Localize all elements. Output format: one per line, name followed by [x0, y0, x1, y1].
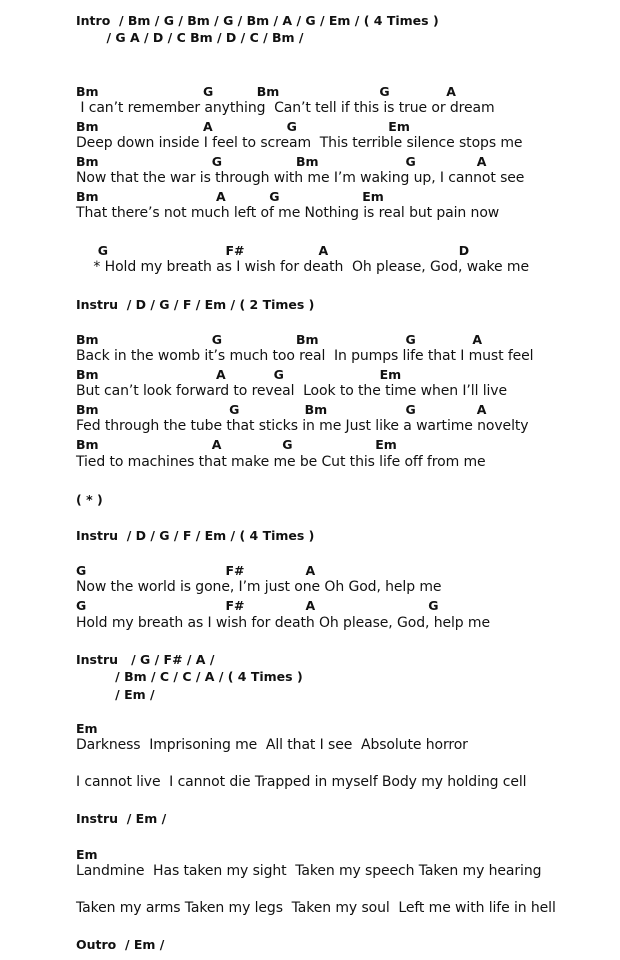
lyric-line: I cannot live I cannot die Trapped in myself Body my holding cell	[76, 774, 527, 790]
lyric-line: I can’t remember anything Can’t tell if this is true or dream	[76, 100, 495, 116]
lyric-line: Now that the war is through with me I’m waking up, I cannot see	[76, 170, 525, 186]
instru-line: Instru / D / G / F / Em / ( 2 Times )	[76, 297, 315, 312]
chord-line: Em	[76, 721, 98, 736]
intro-line-2: / G A / D / C Bm / D / C / Bm /	[76, 30, 304, 45]
chord-line: Bm A G Em	[76, 367, 402, 382]
chorus-lyric-line: * Hold my breath as I wish for death Oh please, God, wake me	[76, 259, 529, 275]
chord-line: Bm G Bm G A	[76, 402, 487, 417]
lyric-line: But can’t look forward to reveal Look to the time when I’ll live	[76, 383, 507, 399]
chord-line: Bm G Bm G A	[76, 332, 483, 347]
intro-line: Intro / Bm / G / Bm / G / Bm / A / G / Em / ( 4 Times )	[76, 13, 439, 28]
lyric-line: Tied to machines that make me be Cut this life off from me	[76, 454, 486, 470]
chord-line: G F# A G	[76, 598, 439, 613]
instru-line-2: / Bm / C / C / A / ( 4 Times )	[76, 669, 303, 684]
lyric-line: Hold my breath as I wish for death Oh please, God, help me	[76, 615, 490, 631]
instru-line: Instru / Em /	[76, 811, 167, 826]
chord-line: Bm G Bm G A	[76, 154, 487, 169]
chord-line: Bm A G Em	[76, 437, 397, 452]
lyric-line: That there’s not much left of me Nothing is real but pain now	[76, 205, 500, 221]
lyric-line: Deep down inside I feel to scream This terrible silence stops me	[76, 135, 523, 151]
lyric-line: Landmine Has taken my sight Taken my speech Taken my hearing	[76, 863, 542, 879]
lyric-line: Taken my arms Taken my legs Taken my soul Left me with life in hell	[76, 900, 556, 916]
instru-line: Instru / D / G / F / Em / ( 4 Times )	[76, 528, 315, 543]
lyric-line: Darkness Imprisoning me All that I see Absolute horror	[76, 737, 468, 753]
chord-line: G F# A	[76, 563, 316, 578]
outro-line: Outro / Em /	[76, 937, 165, 952]
chord-line: Em	[76, 847, 98, 862]
chord-line: Bm A G Em	[76, 119, 410, 134]
instru-line: Instru / G / F# / A /	[76, 652, 215, 667]
chord-line: Bm G Bm G A	[76, 84, 456, 99]
lyric-line: Now the world is gone, I’m just one Oh God, help me	[76, 579, 442, 595]
lyric-line: Fed through the tube that sticks in me Just like a wartime novelty	[76, 418, 529, 434]
instru-line-3: / Em /	[76, 687, 155, 702]
chorus-ref: ( * )	[76, 492, 103, 507]
lyric-line: Back in the womb it’s much too real In pumps life that I must feel	[76, 348, 534, 364]
chorus-chord-line: G F# A D	[76, 243, 470, 258]
chord-line: Bm A G Em	[76, 189, 384, 204]
